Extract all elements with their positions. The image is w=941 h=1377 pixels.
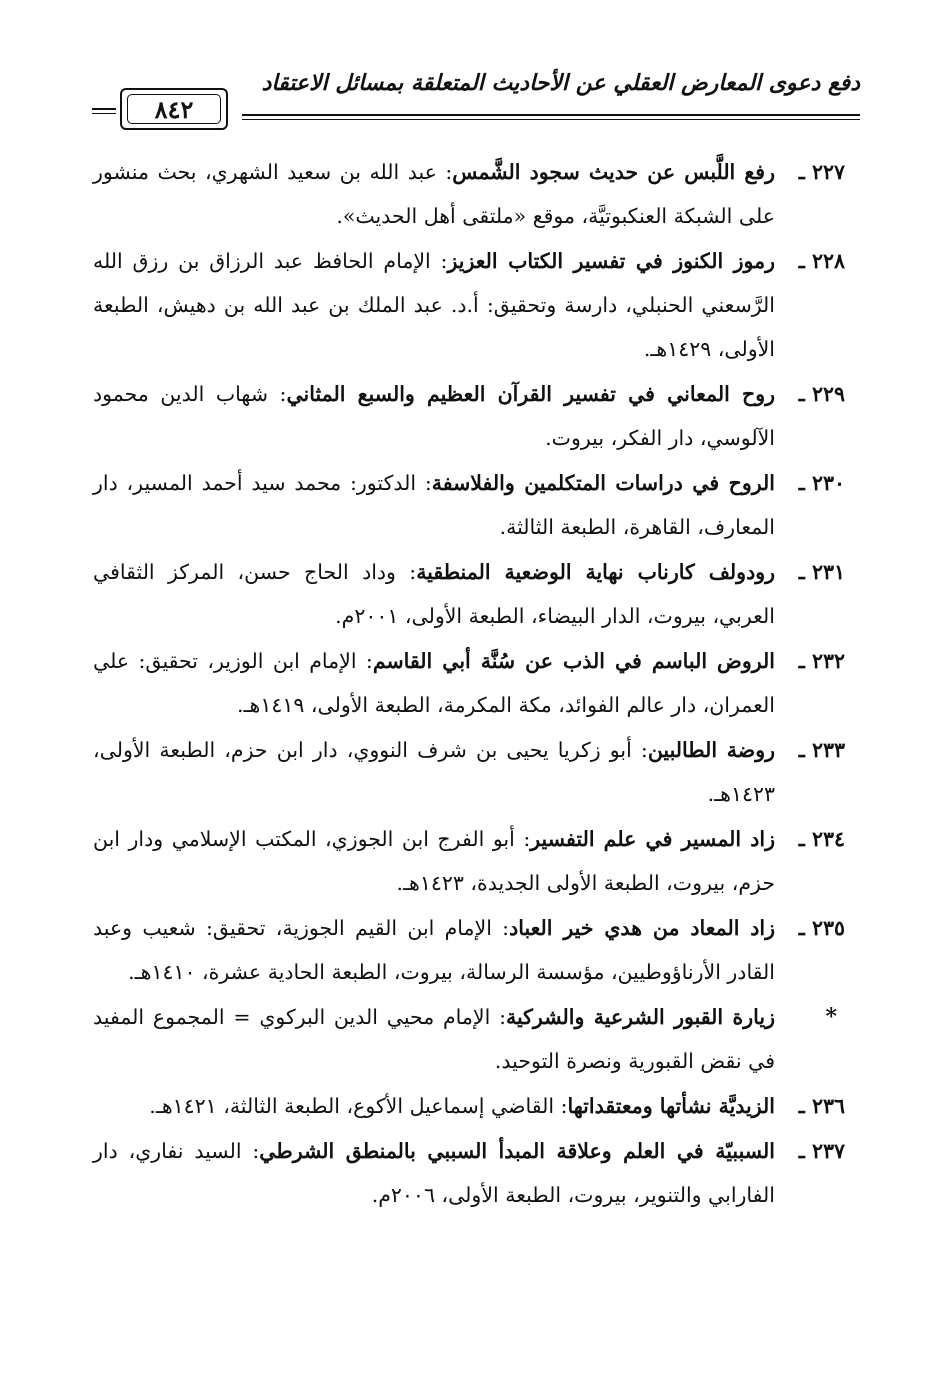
entry-details: : الإمام محيي الدين البركوي = المجموع المفيد في نقض القبورية ونصرة التوحيد.	[93, 1005, 775, 1073]
entry-details: : أبو الفرج ابن الجوزي، المكتب الإسلامي ودار ابن حزم، بيروت، الطبعة الأولى الجديدة، ١٤٢٣هـ.	[93, 827, 775, 895]
header-rule-thin	[242, 119, 860, 120]
entry-details: : شهاب الدين محمود الآلوسي، دار الفكر، بيروت.	[93, 382, 775, 450]
header-rule-left-thin	[92, 113, 116, 114]
entry-title: رفع اللَّبس عن حديث سجود الشَّمس	[452, 160, 775, 184]
page-number: ٨٤٢	[127, 94, 221, 124]
entry-title: زاد المعاد من هدي خير العباد	[509, 916, 775, 940]
entry-number: ٢٣٧ ـ	[798, 1139, 845, 1163]
header-rule-left	[92, 108, 116, 110]
entry-details: : عبد الله بن سعيد الشهري، بحث منشور على الشبكة العنكبوتيَّة، موقع «ملتقى أهل الحديث».	[93, 160, 775, 228]
bibliography-entry	[93, 550, 845, 638]
entry-number: ٢٢٩ ـ	[798, 382, 845, 406]
bibliography-entry	[93, 150, 845, 238]
entry-title: روح المعاني في تفسير القرآن العظيم والسبع المثاني	[286, 382, 775, 406]
bibliography-entry	[93, 372, 845, 460]
page-header	[92, 62, 860, 132]
bibliography-entry	[93, 639, 845, 727]
entry-number: ٢٣٢ ـ	[798, 649, 845, 673]
entry-title: زاد المسير في علم التفسير	[530, 827, 775, 851]
entry-number: ٢٣٥ ـ	[798, 916, 845, 940]
entry-number: ٢٣٠ ـ	[798, 471, 845, 495]
entry-title: السببيّة في العلم وعلاقة المبدأ السببي بالمنطق الشرطي	[259, 1139, 775, 1163]
bibliography-entry	[93, 461, 845, 549]
bibliography-entry	[93, 906, 845, 994]
bibliography-entry	[93, 1129, 845, 1217]
entry-number: ٢٣٤ ـ	[798, 827, 845, 851]
entry-number: ٢٢٨ ـ	[798, 249, 845, 273]
entry-details: : الدكتور: محمد سيد أحمد المسير، دار المعارف، القاهرة، الطبعة الثالثة.	[93, 471, 775, 539]
bibliography-entry	[93, 728, 845, 816]
entry-title: رودولف كارناب نهاية الوضعية المنطقية	[416, 560, 775, 584]
entry-details: : أبو زكريا يحيى بن شرف النووي، دار ابن حزم، الطبعة الأولى، ١٤٢٣هـ.	[93, 738, 775, 806]
bibliography-list	[93, 150, 845, 1218]
bibliography-entry	[93, 817, 845, 905]
entry-title: رموز الكنوز في تفسير الكتاب العزيز	[447, 249, 775, 273]
header-rule	[242, 114, 860, 116]
bibliography-entry-cross-reference	[93, 995, 845, 1083]
page-number-frame	[120, 88, 228, 130]
entry-details: : وداد الحاج حسن، المركز الثقافي العربي، بيروت، الدار البيضاء، الطبعة الأولى، ٢٠٠١م.	[93, 560, 775, 628]
entry-title: الروض الباسم في الذب عن سُنَّة أبي القاسم	[372, 649, 775, 673]
entry-title: زيارة القبور الشرعية والشركية	[506, 1005, 776, 1029]
bibliography-entry	[93, 239, 845, 371]
entry-number: ٢٣٣ ـ	[798, 738, 845, 762]
asterisk-marker: *	[825, 1004, 837, 1030]
entry-number: ٢٣٦ ـ	[798, 1094, 845, 1118]
entry-title: الزيديَّة نشأتها ومعتقداتها	[567, 1094, 775, 1118]
entry-title: روضة الطالبين	[647, 738, 775, 762]
entry-details: : الإمام ابن القيم الجوزية، تحقيق: شعيب وعبد القادر الأرناؤوطيين، مؤسسة الرسالة، بيروت، الطبعة الحادية عشرة، ١٤١٠هـ.	[93, 916, 775, 984]
entry-number: ٢٣١ ـ	[798, 560, 845, 584]
entry-title: الروح في دراسات المتكلمين والفلاسفة	[431, 471, 775, 495]
entry-details: : السيد نفاري، دار الفارابي والتنوير، بيروت، الطبعة الأولى، ٢٠٠٦م.	[93, 1139, 775, 1207]
entry-details: : القاضي إسماعيل الأكوع، الطبعة الثالثة، ١٤٢١هـ.	[149, 1094, 568, 1118]
entry-details: : الإمام ابن الوزير، تحقيق: علي العمران، دار عالم الفوائد، مكة المكرمة، الطبعة الأولى، ١٤١٩هـ.	[93, 649, 775, 717]
running-title: دفع دعوى المعارض العقلي عن الأحاديث المتعلقة بمسائل الاعتقاد	[261, 70, 860, 96]
entry-number: ٢٢٧ ـ	[798, 160, 845, 184]
entry-details: : الإمام الحافظ عبد الرزاق بن رزق الله الرَّسعني الحنبلي، دارسة وتحقيق: أ.د. عبد الملك بن عبد الله بن دهيش، الطبعة الأولى، ١٤٢٩هـ.	[93, 249, 775, 361]
bibliography-entry	[93, 1084, 845, 1128]
